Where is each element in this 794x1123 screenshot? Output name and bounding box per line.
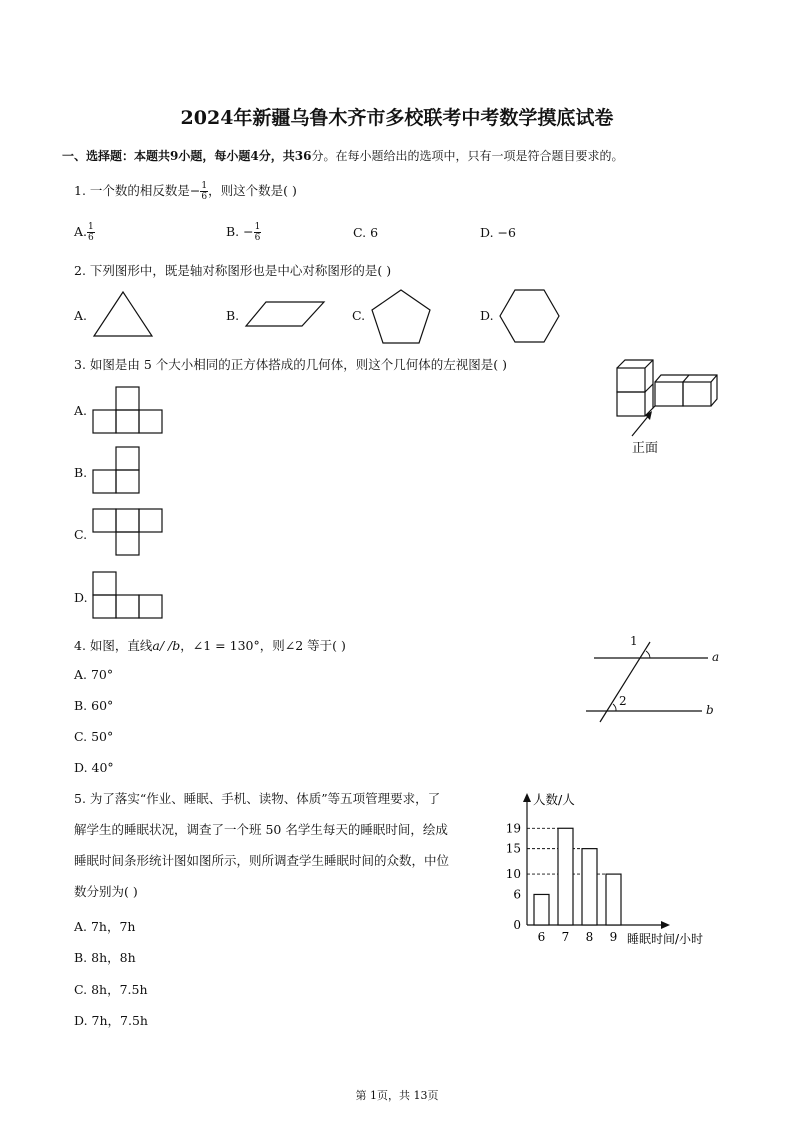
x-tick-label: 7 [561, 930, 570, 944]
section-header: 一、选择题：本题共9小题，每小题4分，共36分。在每小题给出的选项中，只有一项是符合题目要求的。 [62, 149, 624, 163]
left-view-option-d [92, 571, 166, 621]
left-view-option-a [92, 386, 166, 436]
hexagon-figure [498, 288, 562, 346]
triangle-figure [92, 290, 156, 340]
front-view-label: 正面 [632, 441, 659, 456]
q3-option-c: C. [74, 527, 88, 542]
y-tick-label: 10 [505, 867, 521, 882]
angle2-label: 2 [619, 694, 627, 708]
q3-option-d: D. [74, 590, 88, 605]
line-a-label: a [712, 650, 720, 664]
y-tick-label: 19 [505, 821, 521, 836]
sleep-bar-chart [500, 788, 740, 953]
q5-option-d: D. 7h，7.5h [74, 1013, 148, 1028]
y-tick-label: 15 [505, 841, 521, 856]
q5-stem-line3: 睡眠时间条形统计图如图所示，则所调查学生睡眠时间的众数，中位 [74, 853, 450, 868]
page-title: 2024年新疆乌鲁木齐市多校联考中考数学摸底试卷 [180, 107, 614, 129]
q4-option-c: C. 50° [74, 729, 114, 744]
x-tick-label: 6 [537, 930, 546, 944]
x-axis-arrow [661, 921, 670, 929]
left-view-option-b [92, 446, 144, 496]
x-tick-label: 9 [609, 930, 618, 944]
q4-option-a: A. 70° [74, 667, 114, 682]
q4-option-d: D. 40° [74, 760, 114, 775]
x-axis-title: 睡眠时间/小时 [627, 932, 704, 946]
q2-stem: 2. 下列图形中，既是轴对称图形也是中心对称图形的是( ) [74, 263, 392, 278]
q5-stem-line4: 数分别为( ) [74, 884, 138, 899]
q5-stem-line1: 5. 为了落实“作业、睡眠、手机、读物、体质”等五项管理要求，了 [74, 791, 441, 806]
angle1-label: 1 [630, 634, 638, 648]
q4-option-b: B. 60° [74, 698, 114, 713]
q2-option-a: A. [74, 308, 88, 323]
y-tick-label: 0 [513, 918, 521, 932]
x-tick-label: 8 [585, 930, 594, 944]
q5-option-c: C. 8h，7.5h [74, 982, 148, 997]
bar-7 [558, 828, 573, 925]
q1-option-d: D. −6 [480, 225, 516, 240]
bar-8 [582, 849, 597, 925]
y-tick-label: 6 [513, 887, 521, 902]
bar-9 [606, 874, 621, 925]
pentagon-figure [370, 288, 434, 346]
q1-option-a: A. $\frac{1}{6}$ [74, 222, 94, 243]
q5-option-a: A. 7h，7h [74, 919, 136, 934]
q5-option-b: B. 8h，8h [74, 950, 136, 965]
y-axis-title: 人数/人 [533, 792, 575, 807]
q1-option-c: C. 6 [353, 225, 379, 240]
left-view-option-c [92, 508, 166, 558]
q2-option-d: D. [480, 308, 494, 323]
bar-6 [534, 894, 549, 925]
q1-stem: 1. 一个数的相反数是− $\frac{1}{6}$ ，则这个数是( ) [74, 181, 297, 202]
parallelogram-figure [244, 298, 328, 330]
q3-stem: 3. 如图是由 5 个大小相同的正方体搭成的几何体，则这个几何体的左视图是( ) [74, 357, 508, 372]
parallel-lines-figure [586, 634, 716, 724]
y-axis-arrow [523, 793, 531, 802]
q4-stem: 4. 如图，直线a/ /b，∠1 = 130°，则∠2 等于( ) [74, 638, 346, 653]
line-b-label: b [706, 703, 714, 717]
q2-option-c: C. [352, 308, 366, 323]
q3-option-a: A. [74, 403, 88, 418]
q5-stem-line2: 解学生的睡眠状况，调查了一个班 50 名学生每天的睡眠时间，绘成 [74, 822, 448, 837]
cube-solid-figure [612, 358, 724, 458]
page-footer: 第 1页，共 13页 [355, 1089, 439, 1102]
q3-option-b: B. [74, 465, 88, 480]
q1-option-b: B. − $\frac{1}{6}$ [226, 222, 261, 243]
q2-option-b: B. [226, 308, 240, 323]
